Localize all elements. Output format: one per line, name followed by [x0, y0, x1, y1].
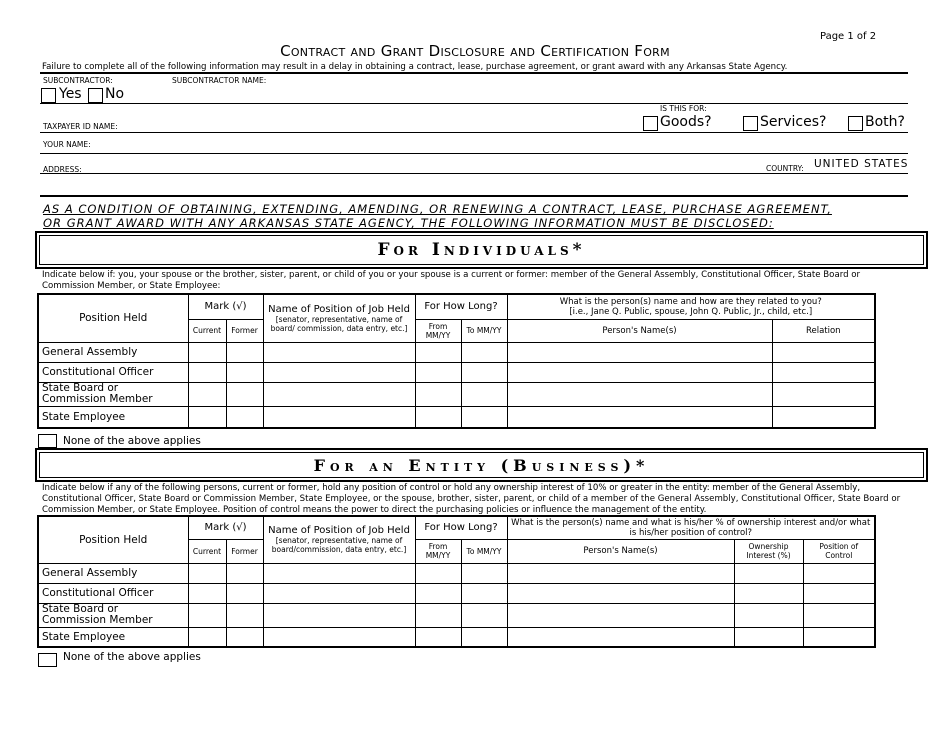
entity-heading: For an Entity (Business)*	[39, 452, 924, 478]
row-label: State Board or Commission Member	[38, 382, 188, 406]
relation-cell[interactable]	[772, 362, 875, 382]
individuals-none-checkbox[interactable]	[38, 434, 57, 448]
current-cell[interactable]	[188, 627, 226, 647]
position-cell[interactable]	[263, 627, 415, 647]
header-persons-name: Person's Name(s)	[507, 539, 734, 563]
both-label: Both?	[865, 114, 905, 130]
goods-label: Goods?	[660, 114, 712, 130]
goods-checkbox[interactable]	[643, 116, 658, 131]
both-checkbox[interactable]	[848, 116, 863, 131]
header-from: From MM/YY	[415, 319, 461, 342]
header-how-long: For How Long?	[415, 294, 507, 319]
former-cell[interactable]	[226, 362, 263, 382]
is-this-for-label: IS THIS FOR:	[660, 104, 707, 113]
country-label: COUNTRY:	[766, 164, 804, 173]
entity-table	[37, 515, 876, 648]
control-cell[interactable]	[803, 583, 875, 603]
ownership-cell[interactable]	[734, 603, 803, 627]
to-cell[interactable]	[461, 563, 507, 583]
entity-none-label: None of the above applies	[63, 651, 201, 663]
former-cell[interactable]	[226, 603, 263, 627]
divider	[40, 173, 908, 174]
row-label: Constitutional Officer	[38, 362, 188, 382]
relation-cell[interactable]	[772, 342, 875, 362]
services-checkbox[interactable]	[743, 116, 758, 131]
header-mark: Mark (√)	[188, 294, 263, 319]
header-position-held: Position Held	[38, 294, 188, 342]
current-cell[interactable]	[188, 583, 226, 603]
table-row	[38, 362, 875, 382]
table-row	[38, 342, 875, 362]
header-name-position-title: Name of Position of Job Held	[268, 303, 410, 315]
individuals-heading: For Individuals*	[39, 235, 924, 265]
yes-label: Yes	[59, 86, 82, 102]
header-to: To MM/YY	[461, 319, 507, 342]
from-cell[interactable]	[415, 603, 461, 627]
to-cell[interactable]	[461, 583, 507, 603]
from-cell[interactable]	[415, 563, 461, 583]
row-label: State Board or Commission Member	[38, 603, 188, 627]
current-cell[interactable]	[188, 406, 226, 428]
header-current: Current	[188, 319, 226, 342]
header-ownership: Ownership Interest (%)	[734, 539, 803, 563]
header-relation: Relation	[772, 319, 875, 342]
country-value[interactable]: UNITED STATES	[814, 158, 909, 170]
header-question	[507, 294, 875, 319]
former-cell[interactable]	[226, 627, 263, 647]
from-cell[interactable]	[415, 583, 461, 603]
to-cell[interactable]	[461, 362, 507, 382]
individuals-banner	[35, 231, 928, 269]
former-cell[interactable]	[226, 406, 263, 428]
header-former: Former	[226, 539, 263, 563]
control-cell[interactable]	[803, 603, 875, 627]
ownership-cell[interactable]	[734, 563, 803, 583]
from-cell[interactable]	[415, 406, 461, 428]
entity-banner	[35, 448, 928, 482]
from-cell[interactable]	[415, 382, 461, 406]
table-row	[38, 382, 875, 406]
divider	[40, 132, 908, 133]
header-from: From MM/YY	[415, 539, 461, 563]
header-name-position	[263, 294, 415, 342]
persons-name-cell[interactable]	[507, 342, 772, 362]
header-name-position-note: [senator, representative, name of board/ commission, data entry, etc.]	[270, 314, 408, 333]
position-cell[interactable]	[263, 583, 415, 603]
current-cell[interactable]	[188, 362, 226, 382]
header-persons-name: Person's Name(s)	[507, 319, 772, 342]
to-cell[interactable]	[461, 342, 507, 362]
position-cell[interactable]	[263, 382, 415, 406]
row-label: Constitutional Officer	[38, 583, 188, 603]
header-how-long: For How Long?	[415, 516, 507, 539]
table-row	[38, 627, 875, 647]
former-cell[interactable]	[226, 342, 263, 362]
persons-name-cell[interactable]	[507, 362, 772, 382]
former-cell[interactable]	[226, 382, 263, 406]
control-cell[interactable]	[803, 563, 875, 583]
form-title: Contract and Grant Disclosure and Certification Form	[280, 42, 670, 60]
address-input[interactable]	[90, 160, 750, 174]
persons-name-cell[interactable]	[507, 627, 734, 647]
header-mark: Mark (√)	[188, 516, 263, 539]
taxpayer-id-input[interactable]	[130, 116, 630, 130]
taxpayer-id-label: TAXPAYER ID NAME:	[43, 122, 118, 131]
header-position-held: Position Held	[38, 516, 188, 563]
header-question: What is the person(s) name and what is his/her % of ownership interest and/or what is his/her position of control?	[507, 516, 875, 539]
ownership-cell[interactable]	[734, 627, 803, 647]
persons-name-cell[interactable]	[507, 382, 772, 406]
persons-name-cell[interactable]	[507, 406, 772, 428]
former-cell[interactable]	[226, 583, 263, 603]
your-name-input[interactable]	[100, 136, 900, 150]
to-cell[interactable]	[461, 382, 507, 406]
table-row	[38, 603, 875, 627]
yes-checkbox[interactable]	[41, 88, 56, 103]
row-label: State Employee	[38, 627, 188, 647]
intro-text: Failure to complete all of the following information may result in a delay in obtaining a contract, lease, purchase agreement, or grant award with any Arkansas State Agency.	[42, 62, 788, 72]
individuals-table	[37, 293, 876, 429]
to-cell[interactable]	[461, 603, 507, 627]
condition-line-1: AS A CONDITION OF OBTAINING, EXTENDING, AMENDING, OR RENEWING A CONTRACT, LEASE, PURCHASE AGREEMENT,	[43, 202, 832, 216]
divider	[40, 153, 908, 154]
relation-cell[interactable]	[772, 382, 875, 406]
to-cell[interactable]	[461, 406, 507, 428]
header-current: Current	[188, 539, 226, 563]
row-label: State Employee	[38, 406, 188, 428]
control-cell[interactable]	[803, 627, 875, 647]
persons-name-cell[interactable]	[507, 583, 734, 603]
from-cell[interactable]	[415, 342, 461, 362]
relation-cell[interactable]	[772, 406, 875, 428]
entity-none-checkbox[interactable]	[38, 653, 57, 667]
subcontractor-name-label: SUBCONTRACTOR NAME:	[172, 76, 267, 85]
header-name-position-note: [senator, representative, name of board/commission, data entry, etc.]	[271, 536, 407, 555]
position-cell[interactable]	[263, 563, 415, 583]
current-cell[interactable]	[188, 342, 226, 362]
condition-line-2: OR GRANT AWARD WITH ANY ARKANSAS STATE AGENCY, THE FOLLOWING INFORMATION MUST BE DISCLOSED:	[43, 216, 774, 230]
ownership-cell[interactable]	[734, 583, 803, 603]
former-cell[interactable]	[226, 563, 263, 583]
header-name-position-title: Name of Position of Job Held	[268, 525, 410, 537]
from-cell[interactable]	[415, 362, 461, 382]
position-cell[interactable]	[263, 342, 415, 362]
table-row	[38, 583, 875, 603]
position-cell[interactable]	[263, 603, 415, 627]
to-cell[interactable]	[461, 627, 507, 647]
your-name-label: YOUR NAME:	[43, 140, 91, 149]
individuals-instructions: Indicate below if: you, your spouse or the brother, sister, parent, or child of you or your spouse is a current or former: member of the General Assembly, Constitutional Officer, State Board or Commission Member, or State Employee:	[42, 270, 861, 291]
header-control: Position of Control	[803, 539, 875, 563]
current-cell[interactable]	[188, 563, 226, 583]
table-row	[38, 406, 875, 428]
header-question-note: [i.e., Jane Q. Public, spouse, John Q. Public, Jr., child, etc.]	[569, 306, 813, 317]
persons-name-cell[interactable]	[507, 603, 734, 627]
no-checkbox[interactable]	[88, 88, 103, 103]
current-cell[interactable]	[188, 603, 226, 627]
position-cell[interactable]	[263, 362, 415, 382]
services-label: Services?	[760, 114, 827, 130]
header-question-title: What is the person(s) name and how are they related to you?	[559, 296, 822, 307]
header-to: To MM/YY	[461, 539, 507, 563]
row-label: General Assembly	[38, 342, 188, 362]
subcontractor-label: SUBCONTRACTOR:	[43, 76, 113, 85]
header-former: Former	[226, 319, 263, 342]
divider	[40, 72, 908, 74]
persons-name-cell[interactable]	[507, 563, 734, 583]
address-label: ADDRESS:	[43, 165, 82, 174]
no-label: No	[105, 86, 125, 102]
position-cell[interactable]	[263, 406, 415, 428]
page-number: Page 1 of 2	[820, 31, 877, 42]
current-cell[interactable]	[188, 382, 226, 406]
header-name-position	[263, 516, 415, 563]
table-row	[38, 563, 875, 583]
divider	[40, 195, 908, 197]
from-cell[interactable]	[415, 627, 461, 647]
row-label: General Assembly	[38, 563, 188, 583]
entity-instructions: Indicate below if any of the following persons, current or former, hold any position of control or hold any ownership interest of 10% or greater in the entity: member of the General Assembly, Constitutional Officer, State Board or Commission Member, State Employee, or the spouse, brother, sister, parent, or child of a member of the General Assembly, Constitutional Officer, State Board or Commission Member, or State Employee. Position of control means the power to direct the purchasing policies or influence the management of the entity.	[42, 483, 901, 515]
individuals-none-label: None of the above applies	[63, 435, 201, 447]
divider	[40, 103, 908, 104]
